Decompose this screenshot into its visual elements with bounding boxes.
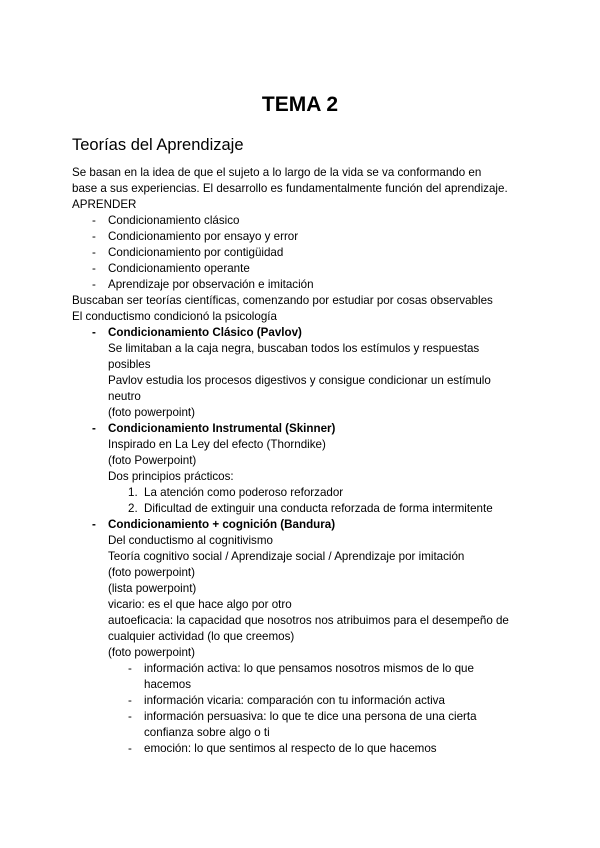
bandura-line: Teoría cognitivo social / Aprendizaje social / Aprendizaje por imitación (108, 550, 465, 563)
bandura-line: cualquier actividad (lo que creemos) (108, 630, 295, 643)
principle-item: Dificultad de extinguir una conducta reforzada de forma intermitente (144, 502, 493, 515)
sublist-item: emoción: lo que sentimos al respecto de lo que hacemos (144, 742, 437, 755)
paragraph-line: Buscaban ser teorías científicas, comenzando por estudiar por cosas observables (72, 294, 493, 307)
paragraph-line: El conductismo condicionó la psicología (72, 310, 277, 323)
list-item: Condicionamiento clásico (108, 214, 240, 227)
intro-line: Se basan en la idea de que el sujeto a lo largo de la vida se va conformando en (72, 166, 482, 179)
list-item: Aprendizaje por observación e imitación (108, 278, 314, 291)
sublist-item-continued: hacemos (144, 678, 192, 691)
sublist-item: información activa: lo que pensamos nosotros mismos de lo que (144, 662, 474, 675)
skinner-heading: Condicionamiento Instrumental (Skinner) (108, 422, 336, 435)
skinner-line: (foto Powerpoint) (108, 454, 197, 467)
list-item: Condicionamiento operante (108, 262, 250, 275)
list-dash: - (92, 214, 96, 227)
pavlov-line: Pavlov estudia los procesos digestivos y consigue condicionar un estímulo (108, 374, 491, 387)
skinner-line: Inspirado en La Ley del efecto (Thorndike) (108, 438, 326, 451)
pavlov-heading: Condicionamiento Clásico (Pavlov) (108, 326, 302, 339)
sublist-item: información persuasiva: lo que te dice una persona de una cierta (144, 710, 477, 723)
pavlov-line: posibles (108, 358, 151, 371)
principle-item: La atención como poderoso reforzador (144, 486, 344, 499)
sublist-item: información vicaria: comparación con tu información activa (144, 694, 445, 707)
sublist-dash: - (128, 662, 132, 675)
list-number: 2. (128, 502, 138, 515)
bandura-line: vicario: es el que hace algo por otro (108, 598, 292, 611)
bandura-line: (foto powerpoint) (108, 566, 195, 579)
sublist-dash: - (128, 694, 132, 707)
sublist-dash: - (128, 710, 132, 723)
bandura-line: autoeficacia: la capacidad que nosotros nos atribuimos para el desempeño de (108, 614, 509, 627)
list-dash: - (92, 278, 96, 291)
pavlov-line: (foto powerpoint) (108, 406, 195, 419)
sublist-dash: - (128, 742, 132, 755)
list-number: 1. (128, 486, 138, 499)
bandura-heading: Condicionamiento + cognición (Bandura) (108, 518, 336, 531)
section-title: Teorías del Aprendizaje (72, 136, 244, 154)
intro-label: APRENDER (72, 198, 137, 211)
intro-line: base a sus experiencias. El desarrollo es fundamentalmente función del aprendizaje. (72, 182, 508, 195)
list-dash: - (92, 230, 96, 243)
bandura-line: Del conductismo al cognitivismo (108, 534, 273, 547)
pavlov-line: neutro (108, 390, 141, 403)
bandura-line: (lista powerpoint) (108, 582, 197, 595)
list-dash: - (92, 262, 96, 275)
pavlov-line: Se limitaban a la caja negra, buscaban todos los estímulos y respuestas (108, 342, 480, 355)
page-title: TEMA 2 (261, 93, 339, 116)
list-item: Condicionamiento por ensayo y error (108, 230, 299, 243)
bandura-line: (foto powerpoint) (108, 646, 195, 659)
list-item: Condicionamiento por contigüidad (108, 246, 284, 259)
section-dash: - (92, 422, 96, 435)
section-dash: - (92, 326, 96, 339)
skinner-line: Dos principios prácticos: (108, 470, 234, 483)
section-dash: - (92, 518, 96, 531)
list-dash: - (92, 246, 96, 259)
sublist-item-continued: confianza sobre algo o ti (144, 726, 270, 739)
